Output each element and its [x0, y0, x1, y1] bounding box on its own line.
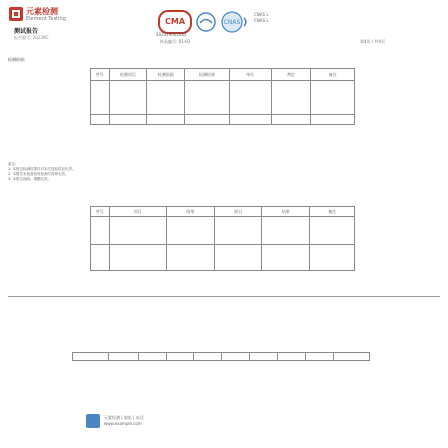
cma-number: 202319001605 [156, 32, 187, 37]
cnas-number-line1: CNAS L [254, 12, 269, 17]
note-line: 1. 本报告检测结果仅对本次送检样品负责。 [8, 167, 76, 171]
cnas-number [254, 12, 269, 24]
table2-header-cell: 项目 [214, 207, 262, 217]
footer-line2: www.example.com [104, 421, 142, 426]
table2-cell [167, 245, 215, 271]
company-sub: Element Testing [26, 16, 66, 22]
table1-cell [229, 81, 271, 115]
table1-header-cell: 判定 [271, 69, 311, 81]
footer-text [104, 415, 144, 427]
table2-header-cell: 结果 [167, 207, 215, 217]
table1-cell [271, 81, 311, 115]
cnas-label: CNAS [223, 19, 241, 26]
table3-cell [334, 353, 370, 361]
table1-header-cell: 序号 [91, 69, 110, 81]
table2-cell [91, 217, 110, 245]
table2-header-cell: 备注 [310, 207, 355, 217]
report-number: 报告编号: 2023NC [14, 35, 49, 40]
footer-logo-icon [86, 414, 100, 428]
table3-cell [222, 353, 250, 361]
table2-cell [262, 217, 310, 245]
table1-cell [109, 81, 147, 115]
table1-cell [271, 115, 311, 125]
table3-cell [73, 353, 109, 361]
table2-cell [109, 217, 166, 245]
blank-band [90, 132, 355, 144]
table3-cell [108, 353, 138, 361]
summary-table [72, 352, 370, 361]
table2-cell [262, 245, 310, 271]
notes-block [8, 162, 440, 182]
table2-header-cell: 结果 [262, 207, 310, 217]
cnas-mark-icon [220, 10, 252, 34]
table1-cell [311, 115, 355, 125]
results-table [90, 68, 355, 125]
table1-header-cell: 单位 [229, 69, 271, 81]
table1-header-cell: 检测结果 [185, 69, 230, 81]
ilac-mark-icon [196, 12, 216, 32]
table1-header-cell: 检测项目 [109, 69, 147, 81]
secondary-table [90, 206, 355, 271]
table1-cell [147, 81, 185, 115]
report-title: 测试报告 [14, 28, 39, 35]
table2-cell [167, 217, 215, 245]
report-header [6, 4, 442, 44]
sample-number: 样品编号: 01-01 [160, 39, 191, 44]
table1-cell [91, 81, 110, 115]
results-label: 检测结果: [8, 57, 26, 62]
table2-header-cell: 项目 [109, 207, 166, 217]
table1-cell [185, 115, 230, 125]
table1-cell [147, 115, 185, 125]
table1-header-cell: 检测依据 [147, 69, 185, 81]
table1-cell [91, 115, 110, 125]
page-number: 第4页 / 共4页 [360, 39, 385, 44]
footer-line1: 元素检测 | 地址 | 电话 [104, 415, 144, 420]
table1-cell [311, 81, 355, 115]
table2-header-cell: 序号 [91, 207, 110, 217]
table3-cell [194, 353, 222, 361]
table1-cell [109, 115, 147, 125]
table2-cell [310, 217, 355, 245]
table2-cell [310, 245, 355, 271]
company-name: 元素检测 [26, 7, 58, 16]
table2-cell [91, 245, 110, 271]
notes-heading: 备注: [8, 162, 17, 166]
table2-cell [214, 245, 262, 271]
cma-badge: CMA [158, 10, 192, 34]
table1-cell [185, 81, 230, 115]
table1-cell [229, 115, 271, 125]
table3-cell [250, 353, 278, 361]
table2-cell [109, 245, 166, 271]
note-line: 3. 本报告涂改、增删无效。 [8, 177, 51, 181]
table2-cell [214, 217, 262, 245]
table3-cell [138, 353, 166, 361]
table3-cell [278, 353, 306, 361]
table3-cell [166, 353, 194, 361]
report-footer [86, 414, 386, 434]
table3-cell [306, 353, 334, 361]
table1-header-cell: 备注 [311, 69, 355, 81]
note-line: 2. 本报告未加盖检验检测专用章无效。 [8, 172, 69, 176]
divider [8, 296, 440, 297]
cnas-number-line2: CNAS L [254, 18, 269, 23]
company-logo-icon [8, 6, 24, 22]
